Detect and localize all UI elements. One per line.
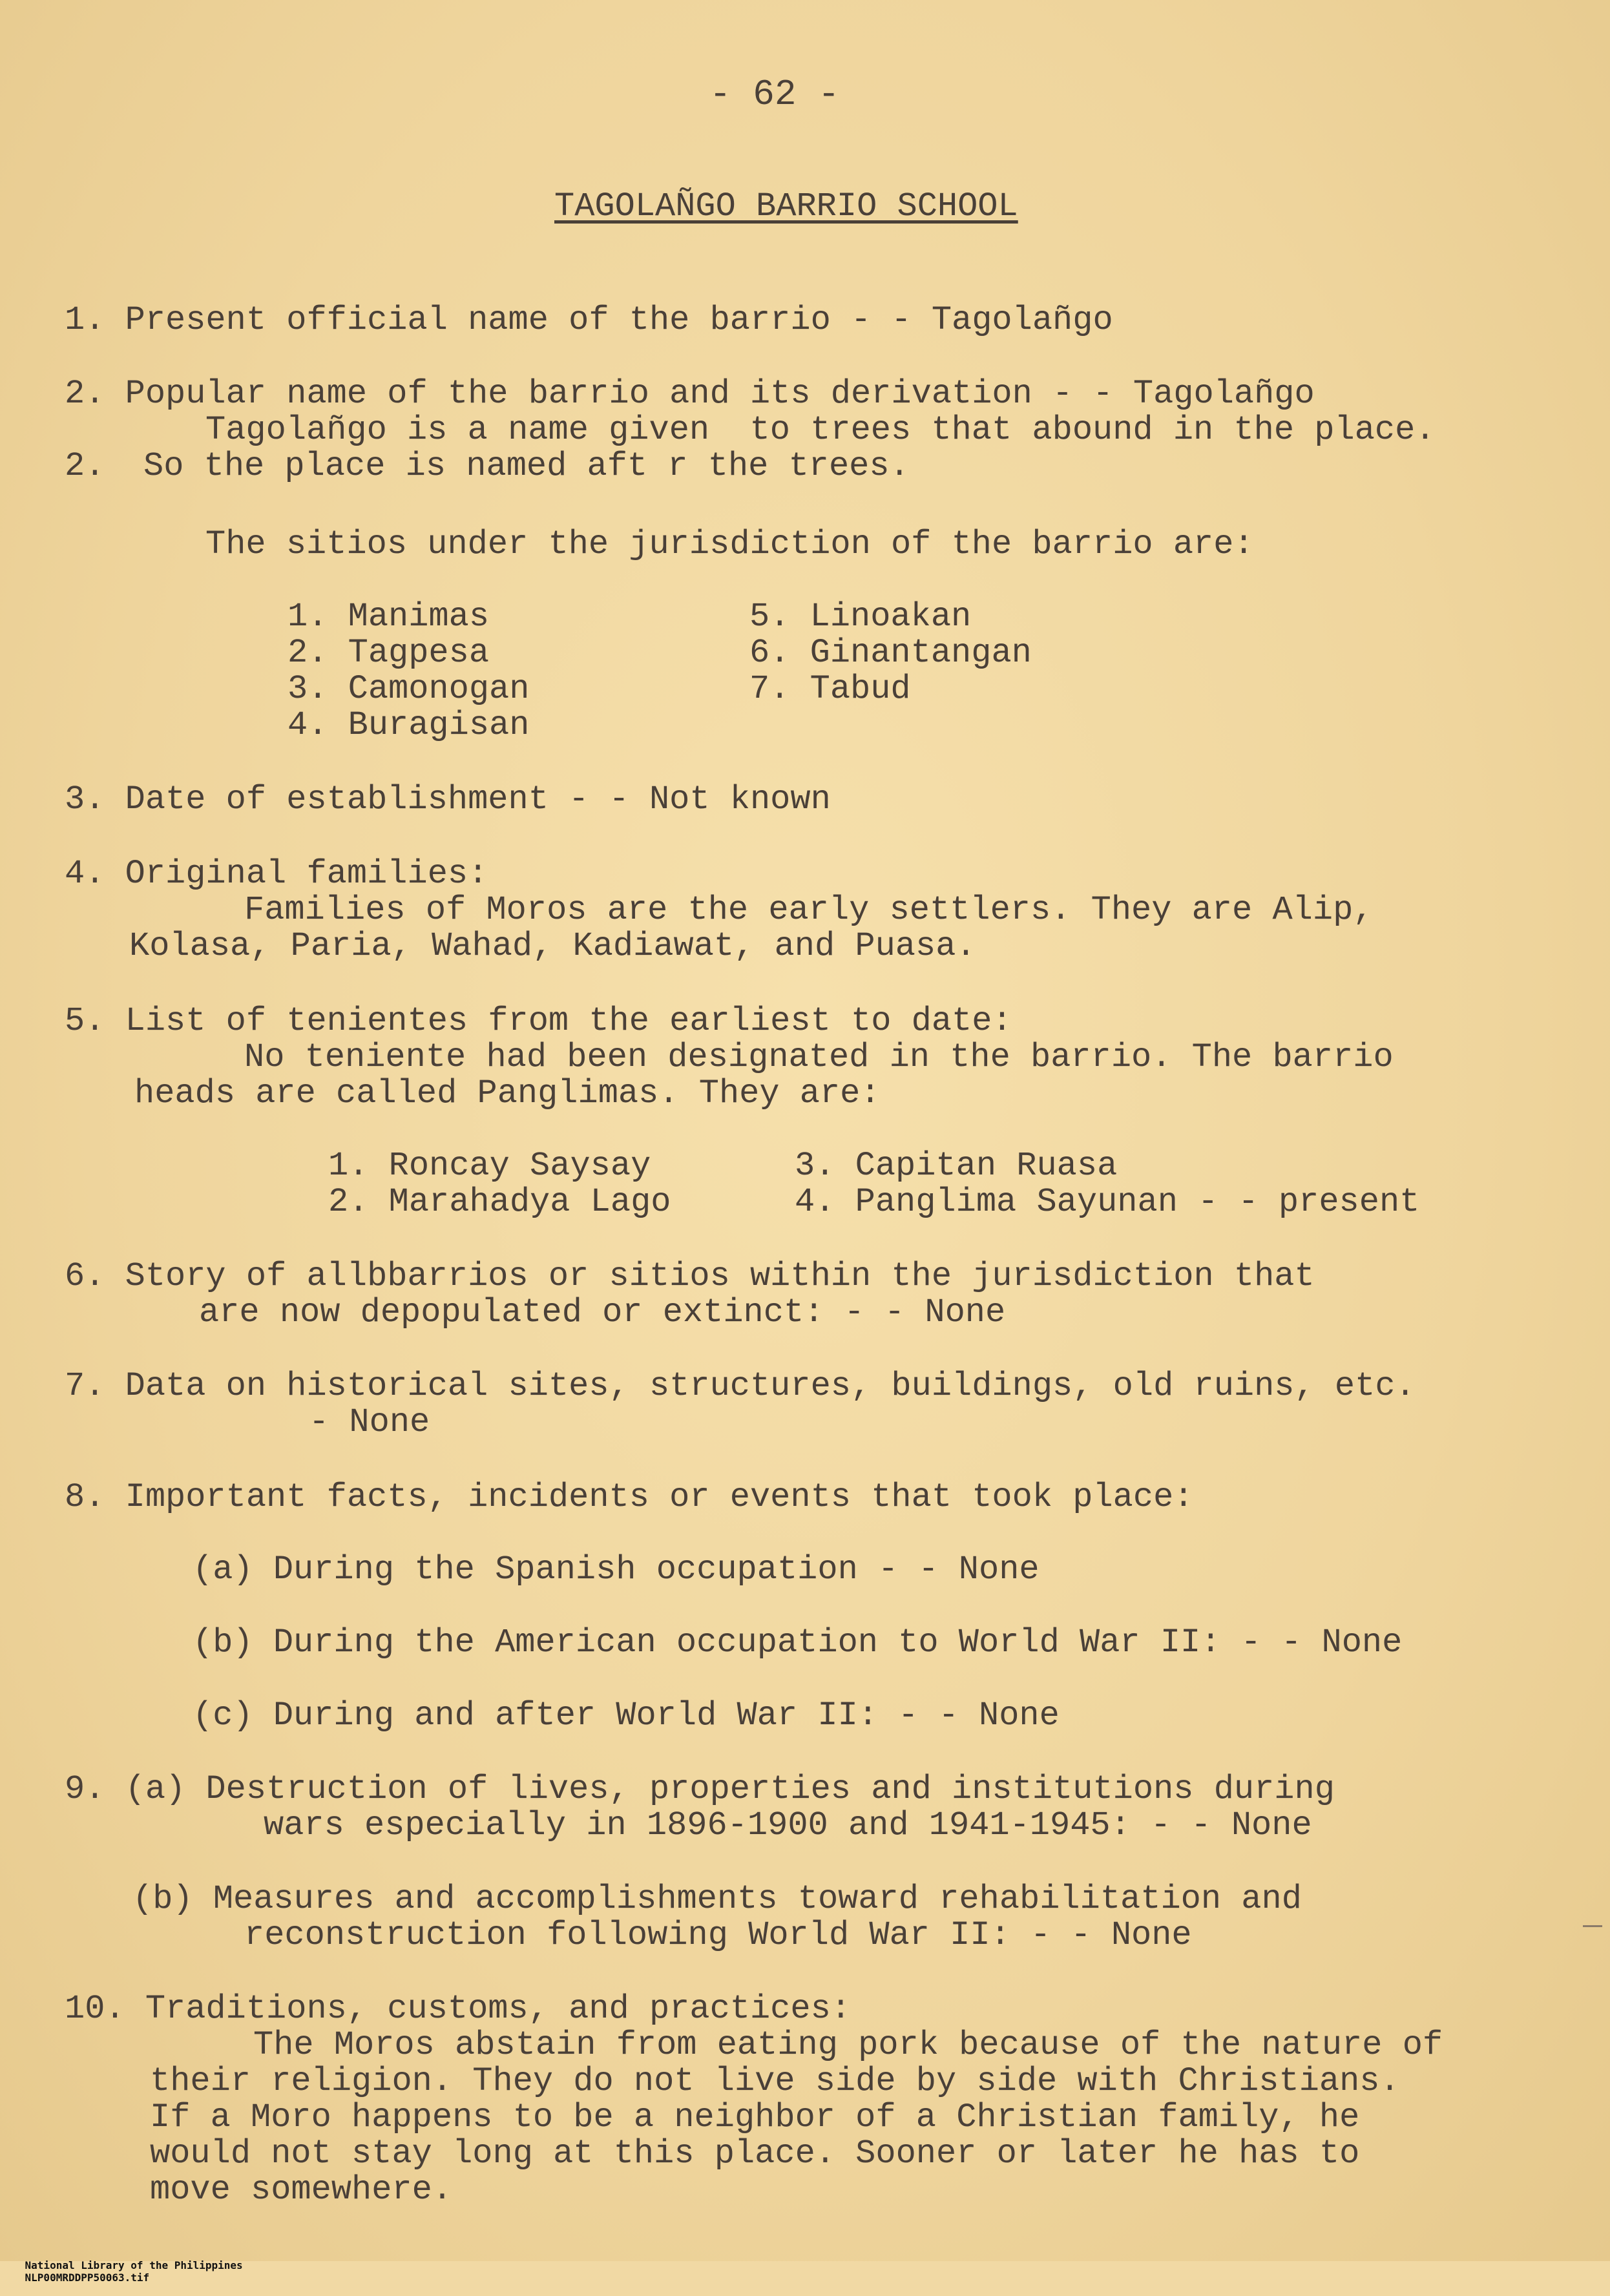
panglima-item: 4. Panglima Sayunan - - present bbox=[795, 1183, 1420, 1221]
item-9-a-line-2: wars especially in 1896-1900 and 1941-1945: - - None bbox=[264, 1806, 1312, 1844]
panglima-item: 3. Capitan Ruasa bbox=[795, 1147, 1118, 1185]
item-2-line-3: So the place is named aft r the trees. bbox=[143, 447, 910, 485]
item-10-line-1: The Moros abstain from eating pork because of the nature of bbox=[253, 2026, 1443, 2064]
panglima-item: 2. Marahadya Lago bbox=[328, 1183, 671, 1221]
item-9-a-line-1: 9. (a) Destruction of lives, properties and institutions during bbox=[65, 1770, 1335, 1808]
item-9-b-line-2: reconstruction following World War II: - - None bbox=[244, 1916, 1192, 1954]
margin-mark bbox=[1583, 1925, 1602, 1927]
file-id: NLP00MRDDPP50063.tif bbox=[25, 2271, 150, 2284]
item-4-head: 4. Original families: bbox=[65, 855, 488, 893]
library-credit: National Library of the Philippines bbox=[25, 2259, 243, 2271]
item-7-line-2: - None bbox=[309, 1403, 430, 1441]
sitios-intro: The sitios under the jurisdiction of the barrio are: bbox=[205, 525, 1254, 563]
item-2-line-1: 2. Popular name of the barrio and its derivation - - Tagolañgo bbox=[65, 375, 1315, 413]
item-2-mark: 2. bbox=[65, 447, 105, 485]
item-3: 3. Date of establishment - - Not known bbox=[65, 780, 831, 819]
item-10-head: 10. Traditions, customs, and practices: bbox=[65, 1990, 851, 2028]
sitio-item: 7. Tabud bbox=[749, 670, 911, 708]
item-8-head: 8. Important facts, incidents or events that took place: bbox=[65, 1478, 1194, 1516]
item-6-line-2: are now depopulated or extinct: - - None bbox=[199, 1293, 1006, 1331]
sitio-item: 2. Tagpesa bbox=[288, 634, 490, 672]
item-2-line-2: Tagolañgo is a name given to trees that abound in the place. bbox=[205, 411, 1436, 449]
item-10-line-3: If a Moro happens to be a neighbor of a Christian family, he bbox=[150, 2098, 1360, 2136]
item-7-line-1: 7. Data on historical sites, structures, buildings, old ruins, etc. bbox=[65, 1367, 1416, 1405]
item-4-line-1: Families of Moros are the early settlers. They are Alip, bbox=[244, 891, 1374, 929]
page-title: TAGOLAÑGO BARRIO SCHOOL bbox=[554, 187, 1018, 225]
item-8-c: (c) During and after World War II: - - None bbox=[193, 1696, 1060, 1735]
item-9-b-line-1: (b) Measures and accomplishments toward rehabilitation and bbox=[132, 1880, 1302, 1918]
sitio-item: 4. Buragisan bbox=[288, 706, 530, 744]
panglima-item: 1. Roncay Saysay bbox=[328, 1147, 651, 1185]
sitio-item: 1. Manimas bbox=[288, 598, 490, 636]
item-8-b: (b) During the American occupation to World War II: - - None bbox=[193, 1623, 1403, 1662]
sitio-item: 6. Ginantangan bbox=[749, 634, 1032, 672]
item-6-line-1: 6. Story of allbbarrios or sitios within the jurisdiction that bbox=[65, 1257, 1315, 1295]
sitio-item: 3. Camonogan bbox=[288, 670, 530, 708]
item-10-line-2: their religion. They do not live side by side with Christians. bbox=[150, 2062, 1400, 2100]
item-1: 1. Present official name of the barrio - - Tagolañgo bbox=[65, 301, 1113, 339]
page-number: - 62 - bbox=[709, 74, 840, 115]
item-8-a: (a) During the Spanish occupation - - None bbox=[193, 1550, 1040, 1589]
sitio-item: 5. Linoakan bbox=[749, 598, 972, 636]
item-4-line-2: Kolasa, Paria, Wahad, Kadiawat, and Puasa. bbox=[129, 927, 976, 965]
item-5-line-1: No teniente had been designated in the barrio. The barrio bbox=[244, 1038, 1394, 1076]
scan-footer bbox=[0, 2247, 282, 2296]
item-10-line-5: move somewhere. bbox=[150, 2171, 453, 2209]
item-5-line-2: heads are called Panglimas. They are: bbox=[134, 1074, 881, 1112]
item-5-head: 5. List of tenientes from the earliest to date: bbox=[65, 1002, 1012, 1040]
item-10-line-4: would not stay long at this place. Sooner or later he has to bbox=[150, 2134, 1360, 2173]
